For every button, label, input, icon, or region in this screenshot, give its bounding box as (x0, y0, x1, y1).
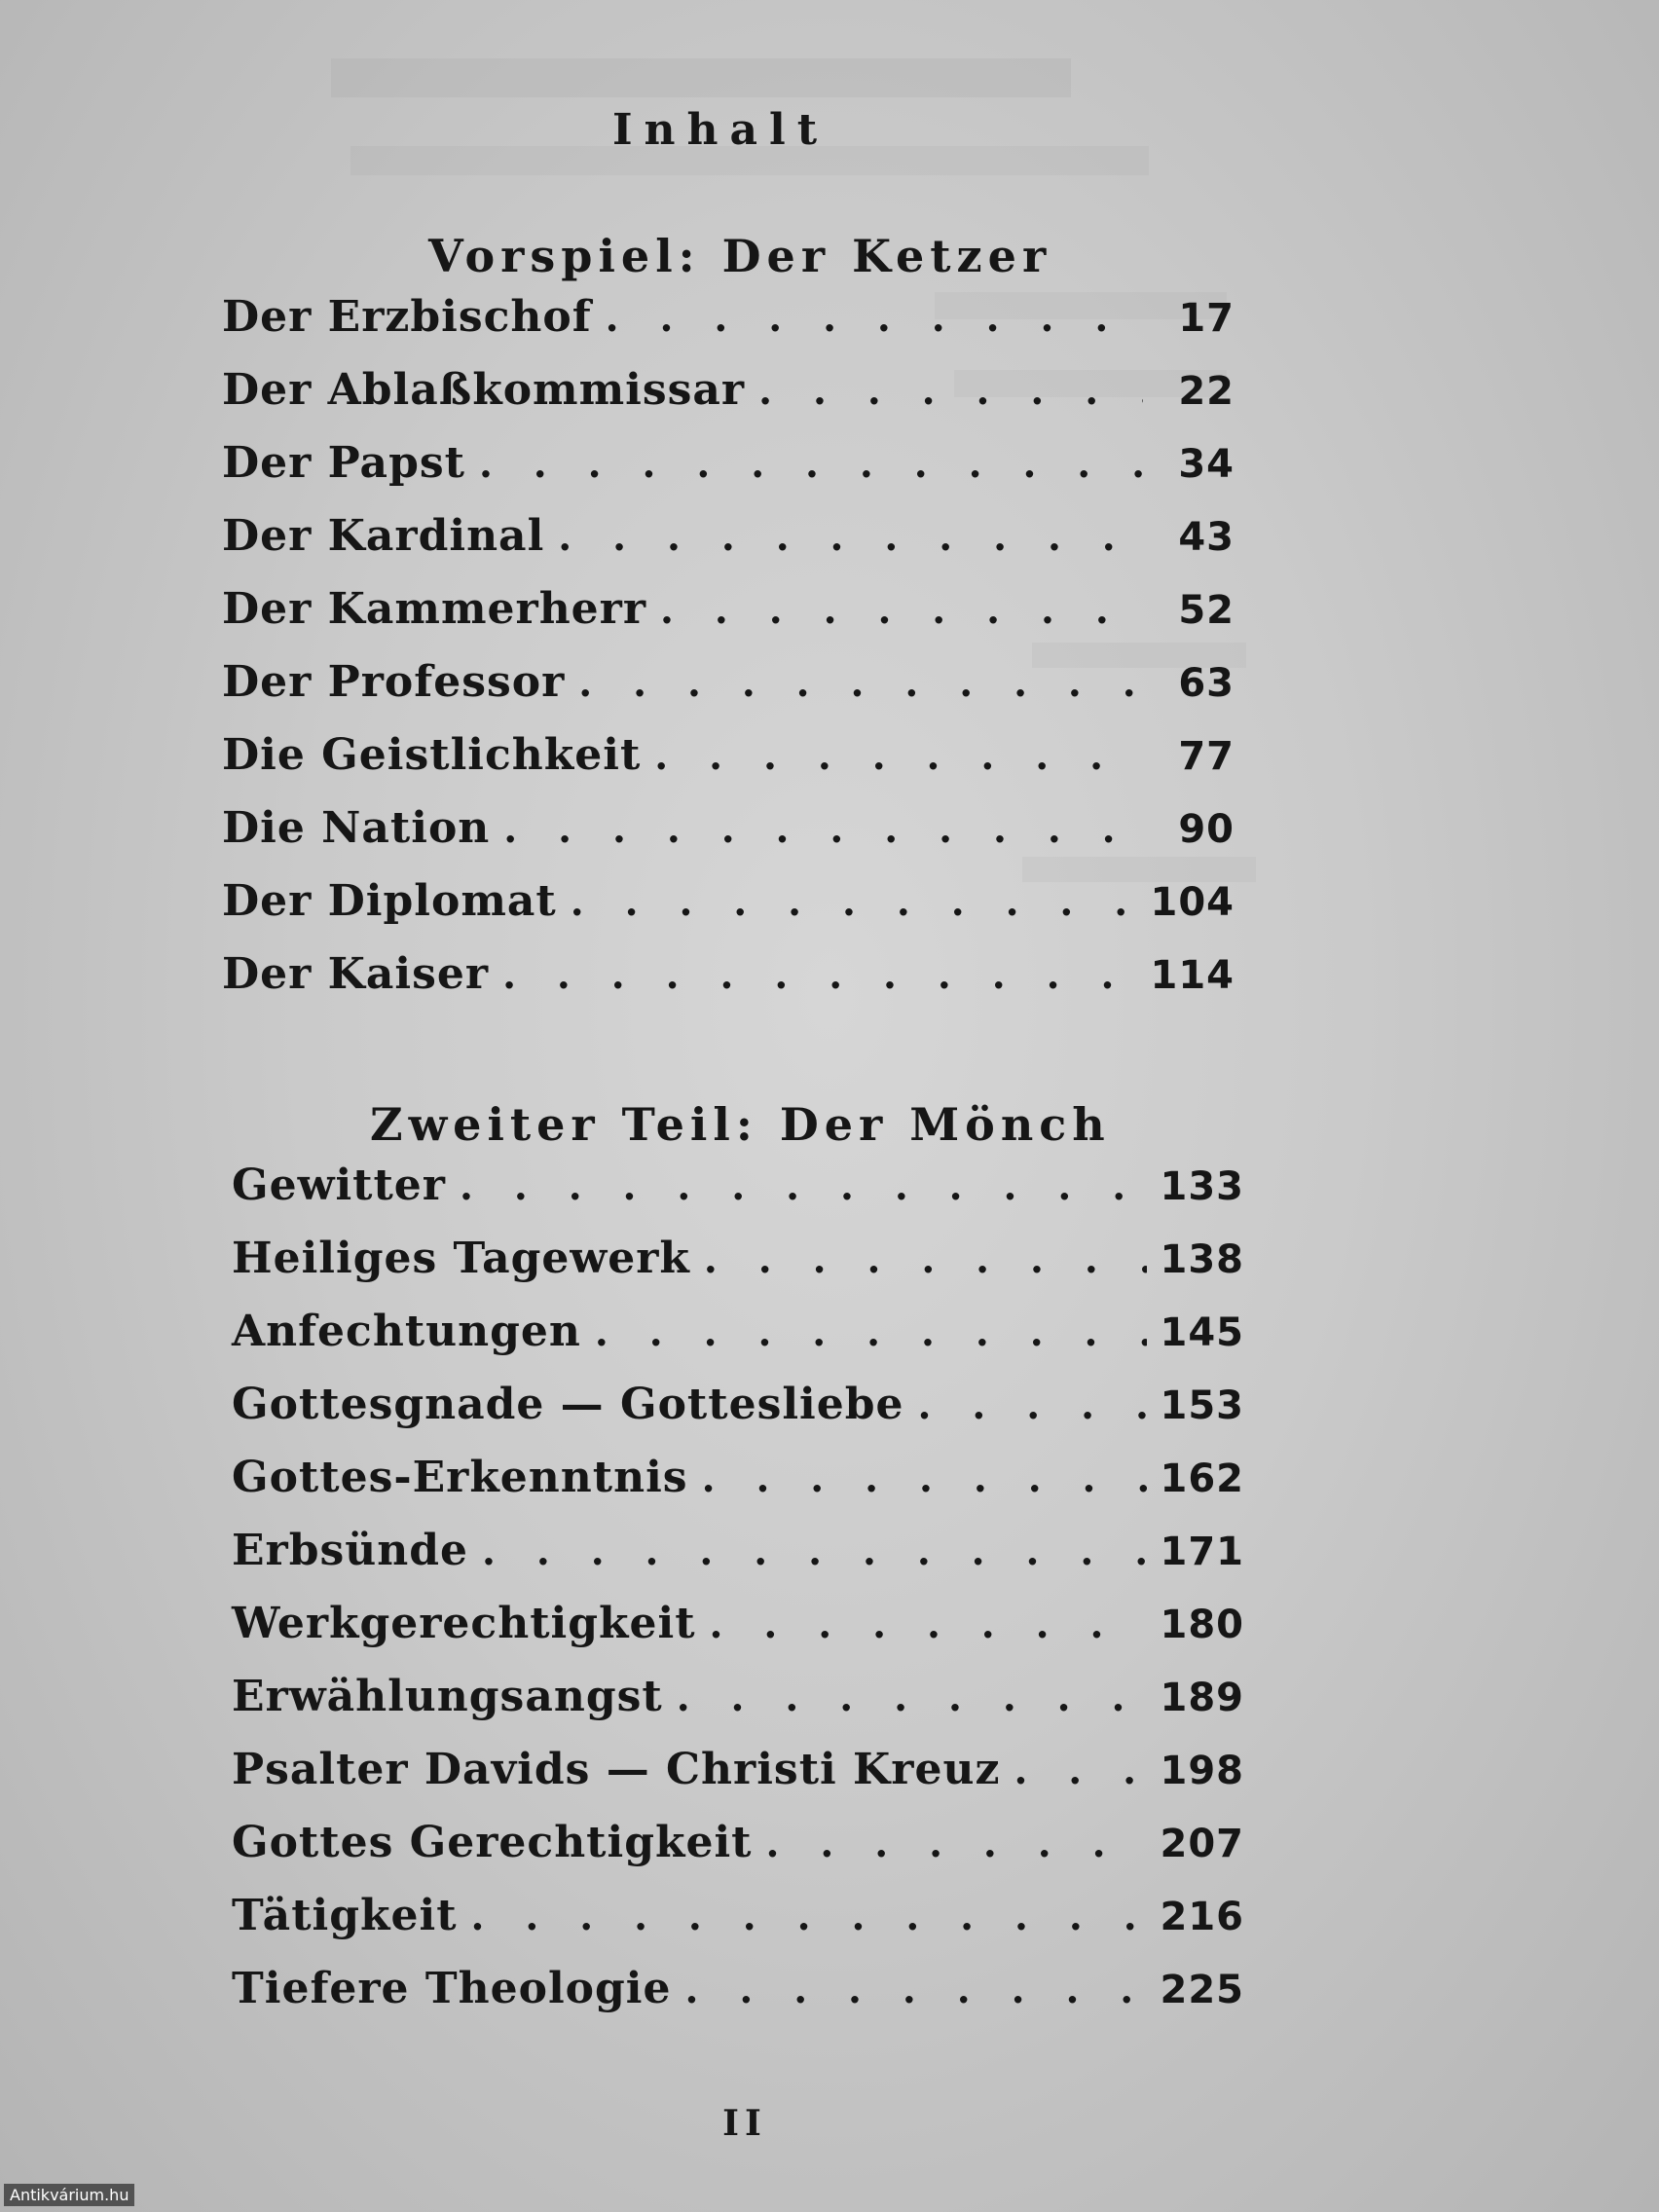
toc-entry-page: 114 (1150, 953, 1235, 998)
toc-entry-page: 52 (1178, 588, 1235, 633)
dot-leader (1014, 1748, 1146, 1793)
toc-entry-label: Werkgerechtigkeit (232, 1599, 696, 1648)
toc-entry-label: Erbsünde (232, 1526, 468, 1575)
toc-entry-page: 189 (1160, 1676, 1244, 1720)
toc-entry-page: 171 (1160, 1530, 1244, 1574)
dot-leader (660, 587, 1143, 633)
toc-entry[interactable] (222, 657, 1235, 730)
toc-entry-page: 180 (1160, 1603, 1244, 1647)
dot-leader (766, 1821, 1147, 1866)
toc-entry[interactable] (222, 949, 1235, 1022)
toc-entry-page: 198 (1160, 1749, 1244, 1793)
toc-entry[interactable] (222, 876, 1235, 949)
dot-leader (654, 733, 1143, 779)
toc-entry-label: Tätigkeit (232, 1891, 458, 1940)
toc-entry-label: Der Ablaßkommissar (222, 365, 746, 415)
toc-entry-page: 17 (1178, 296, 1235, 341)
toc-entry[interactable] (232, 1891, 1244, 1964)
dot-leader (702, 1456, 1147, 1501)
toc-entry[interactable] (222, 730, 1235, 803)
toc-entry-page: 22 (1178, 369, 1235, 414)
toc-entry-page: 63 (1178, 661, 1235, 706)
dot-leader (918, 1382, 1147, 1428)
toc-entry-label: Der Professor (222, 657, 566, 707)
dot-leader (677, 1675, 1147, 1720)
toc-entry-page: 133 (1160, 1164, 1244, 1209)
dot-leader (595, 1309, 1147, 1355)
dot-leader (460, 1163, 1147, 1209)
dot-leader (704, 1236, 1147, 1282)
toc-entry-page: 162 (1160, 1456, 1244, 1501)
toc-entry-page: 104 (1150, 880, 1235, 925)
toc-entry[interactable] (222, 365, 1235, 438)
toc-entry[interactable] (232, 1307, 1244, 1380)
toc-entry-page: 145 (1160, 1310, 1244, 1355)
toc-entry-label: Tiefere Theologie (232, 1964, 672, 2013)
toc-entry-page: 77 (1178, 734, 1235, 779)
dot-leader (558, 514, 1143, 560)
toc-entry[interactable] (232, 1964, 1244, 2037)
toc-entry[interactable] (232, 1599, 1244, 1672)
toc-entry[interactable] (232, 1161, 1244, 1234)
toc-entry[interactable] (222, 803, 1235, 876)
toc-entry-label: Gottesgnade — Gottesliebe (232, 1380, 904, 1429)
page-title: Inhalt (611, 105, 830, 155)
toc-entry-page: 153 (1160, 1383, 1244, 1428)
toc-entry-label: Die Geistlichkeit (222, 730, 642, 780)
section-heading-zweiter-teil: Zweiter Teil: Der Mönch (370, 1098, 1111, 1151)
toc-entry-label: Die Nation (222, 803, 491, 853)
toc-entry-label: Der Erzbischof (222, 292, 592, 342)
toc-entry-label: Psalter Davids — Christi Kreuz (232, 1745, 1001, 1794)
toc-entry-label: Der Kardinal (222, 511, 545, 561)
toc-entry[interactable] (232, 1234, 1244, 1307)
dot-leader (502, 952, 1136, 998)
toc-entry[interactable] (222, 438, 1235, 511)
dot-leader (471, 1894, 1147, 1939)
toc-entry[interactable] (222, 511, 1235, 584)
toc-entry[interactable] (232, 1672, 1244, 1745)
toc-list-vorspiel (222, 292, 1235, 1022)
page-number: II (722, 2103, 767, 2144)
dot-leader (684, 1967, 1146, 2012)
toc-entry-label: Der Kaiser (222, 949, 490, 999)
toc-list-zweiter-teil (232, 1161, 1244, 2037)
toc-entry[interactable] (232, 1380, 1244, 1453)
toc-entry-page: 138 (1160, 1237, 1244, 1282)
toc-entry-page: 34 (1178, 442, 1235, 487)
toc-entry[interactable] (232, 1453, 1244, 1526)
toc-entry-page: 225 (1160, 1968, 1244, 2012)
dot-leader (758, 368, 1143, 414)
toc-entry-label: Gewitter (232, 1161, 446, 1210)
toc-entry-label: Heiliges Tagewerk (232, 1234, 690, 1283)
dot-leader (606, 295, 1143, 341)
toc-entry-page: 43 (1178, 515, 1235, 560)
toc-entry-label: Erwählungsangst (232, 1672, 663, 1721)
toc-entry-page: 90 (1178, 807, 1235, 852)
toc-entry[interactable] (232, 1526, 1244, 1599)
watermark: Antikvárium.hu (4, 2184, 134, 2206)
toc-entry-page: 216 (1160, 1895, 1244, 1939)
section-heading-vorspiel: Vorspiel: Der Ketzer (428, 230, 1052, 282)
toc-entry[interactable] (232, 1745, 1244, 1818)
dot-leader (578, 660, 1143, 706)
toc-entry-label: Der Papst (222, 438, 465, 488)
toc-entry[interactable] (222, 292, 1235, 365)
toc-entry-page: 207 (1160, 1822, 1244, 1866)
toc-entry-label: Gottes-Erkenntnis (232, 1453, 688, 1502)
toc-entry-label: Der Diplomat (222, 876, 557, 926)
dot-leader (479, 441, 1143, 487)
toc-entry-label: Der Kammerherr (222, 584, 647, 634)
toc-entry[interactable] (222, 584, 1235, 657)
dot-leader (710, 1602, 1147, 1647)
toc-entry[interactable] (232, 1818, 1244, 1891)
toc-entry-label: Anfechtungen (232, 1307, 581, 1356)
dot-leader (482, 1529, 1147, 1574)
show-through-line (331, 58, 1071, 97)
dot-leader (571, 879, 1137, 925)
toc-entry-label: Gottes Gerechtigkeit (232, 1818, 753, 1867)
dot-leader (503, 806, 1143, 852)
